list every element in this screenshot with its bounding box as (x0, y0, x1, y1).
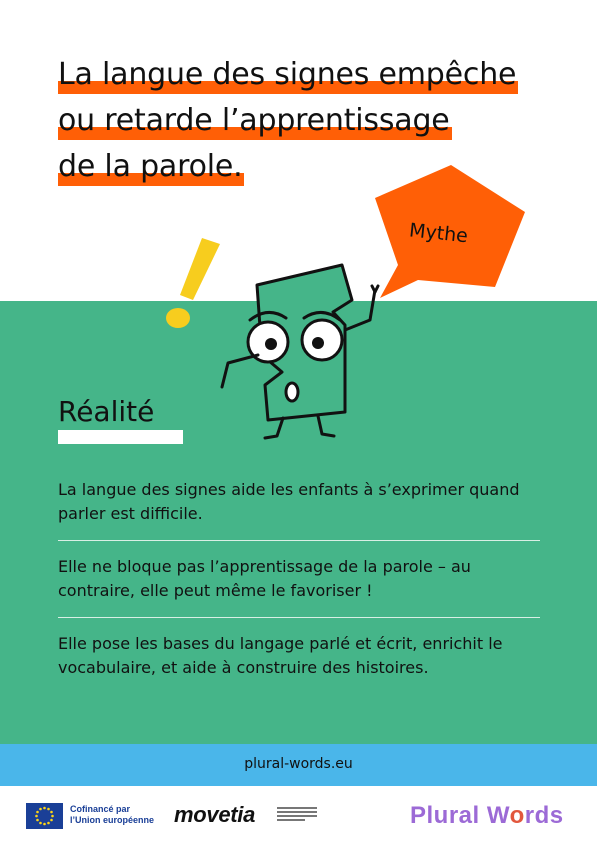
divider (58, 540, 540, 541)
eu-flag-icon (26, 803, 63, 829)
url-band (0, 744, 597, 786)
fact-item-1: La langue des signes aide les enfants à s’exprimer quand parler est difficile. (58, 480, 520, 523)
movetia-logo: movetia (174, 802, 256, 827)
title-line-2: ou retarde l’apprentissage (58, 98, 450, 144)
movetia-logo-subtext (277, 807, 317, 825)
title-line-1: La langue des signes empêche (58, 52, 516, 98)
reality-underline (58, 430, 183, 444)
website-link[interactable]: plural-words.eu (244, 756, 353, 772)
eu-cofunding-label: Cofinancé par l’Union européenne (70, 804, 155, 825)
divider (58, 617, 540, 618)
exclamation-icon (166, 238, 220, 328)
fact-item-2: Elle ne bloque pas l’apprentissage de la parole – au contraire, elle peut même le favoriser ! (58, 557, 471, 600)
bubble-label: Mythe (408, 219, 469, 248)
footer (0, 786, 597, 849)
character-illustration (222, 265, 378, 438)
reality-heading: Réalité (58, 395, 155, 428)
speech-bubble-icon (375, 165, 525, 298)
title-line-3: de la parole. (58, 144, 242, 190)
plural-words-logo: Plural Words (410, 802, 564, 829)
fact-list (58, 478, 540, 694)
fact-item-3: Elle pose les bases du langage parlé et écrit, enrichit le vocabulaire, et aide à construire des histoires. (58, 634, 503, 677)
